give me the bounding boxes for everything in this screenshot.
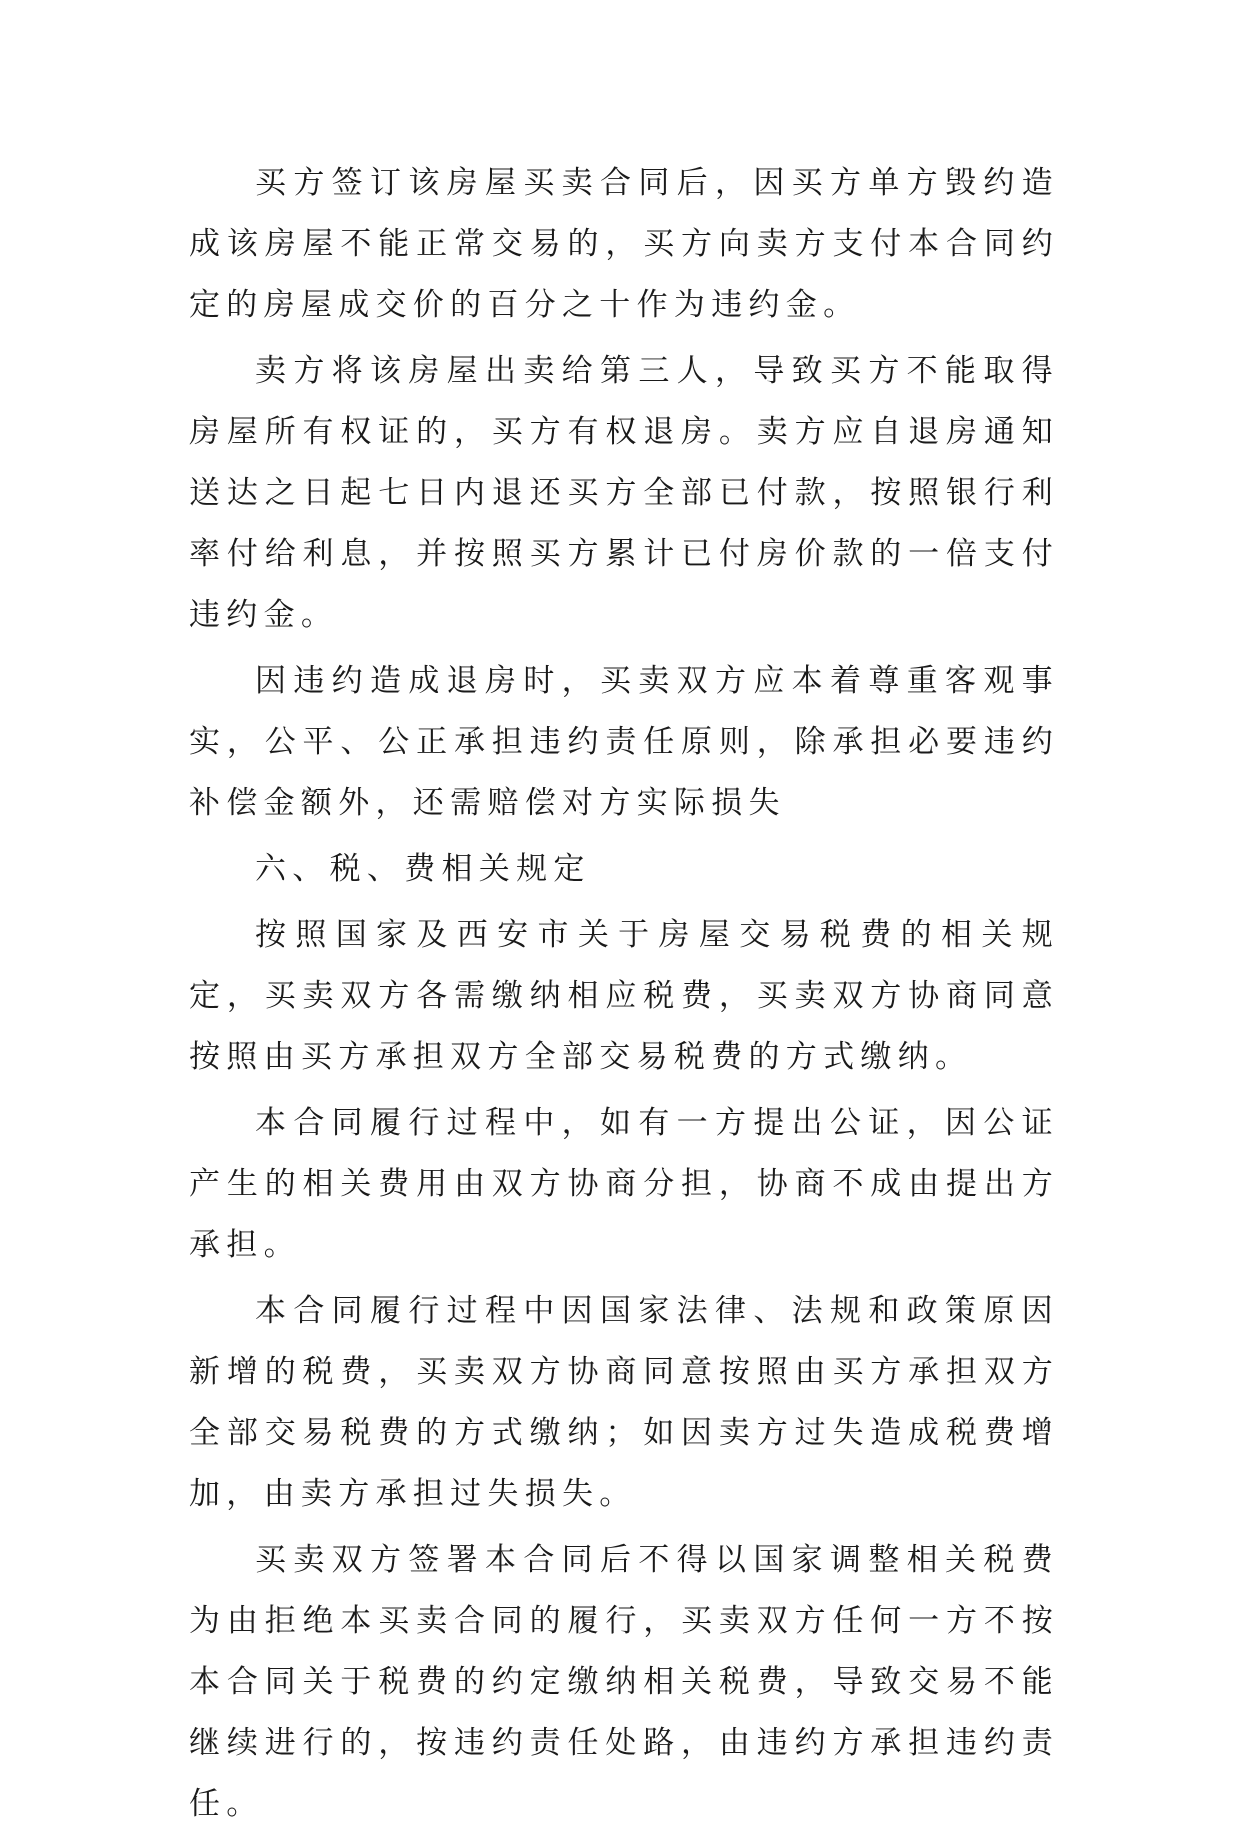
paragraph-new-taxes: 本合同履行过程中因国家法律、法规和政策原因新增的税费，买卖双方协商同意按照由买方承担双方全部交易税费的方式缴纳；如因卖方过失造成税费增加，由卖方承担过失损失。 xyxy=(189,1293,1059,1512)
paragraph-tax-payment: 按照国家及西安市关于房屋交易税费的相关规定，买卖双方各需缴纳相应税费，买卖双方协商同意按照由买方承担双方全部交易税费的方式缴纳。 xyxy=(189,917,1059,1075)
paragraph-buyer-breach: 买方签订该房屋买卖合同后，因买方单方毁约造成该房屋不能正常交易的，买方向卖方支付本合同约定的房屋成交价的百分之十作为违约金。 xyxy=(189,165,1059,323)
section-heading-taxes: 六、税、费相关规定 xyxy=(255,851,591,887)
paragraph-notarization-fees: 本合同履行过程中，如有一方提出公证，因公证产生的相关费用由双方协商分担，协商不成由提出方承担。 xyxy=(189,1105,1059,1263)
paragraph-seller-resale: 卖方将该房屋出卖给第三人，导致买方不能取得房屋所有权证的，买方有权退房。卖方应自退房通知送达之日起七日内退还买方全部已付款，按照银行利率付给利息，并按照买方累计已付房价款的一倍支付违约金。 xyxy=(189,353,1059,633)
document-body xyxy=(189,153,1059,1840)
paragraph-refund-liability: 因违约造成退房时，买卖双方应本着尊重客观事实，公平、公正承担违约责任原则，除承担必要违约补偿金额外，还需赔偿对方实际损失 xyxy=(189,663,1059,821)
paragraph-tax-adjustment: 买卖双方签署本合同后不得以国家调整相关税费为由拒绝本买卖合同的履行，买卖双方任何一方不按本合同关于税费的约定缴纳相关税费，导致交易不能继续进行的，按违约责任处路，由违约方承担违约责任。 xyxy=(189,1542,1059,1822)
